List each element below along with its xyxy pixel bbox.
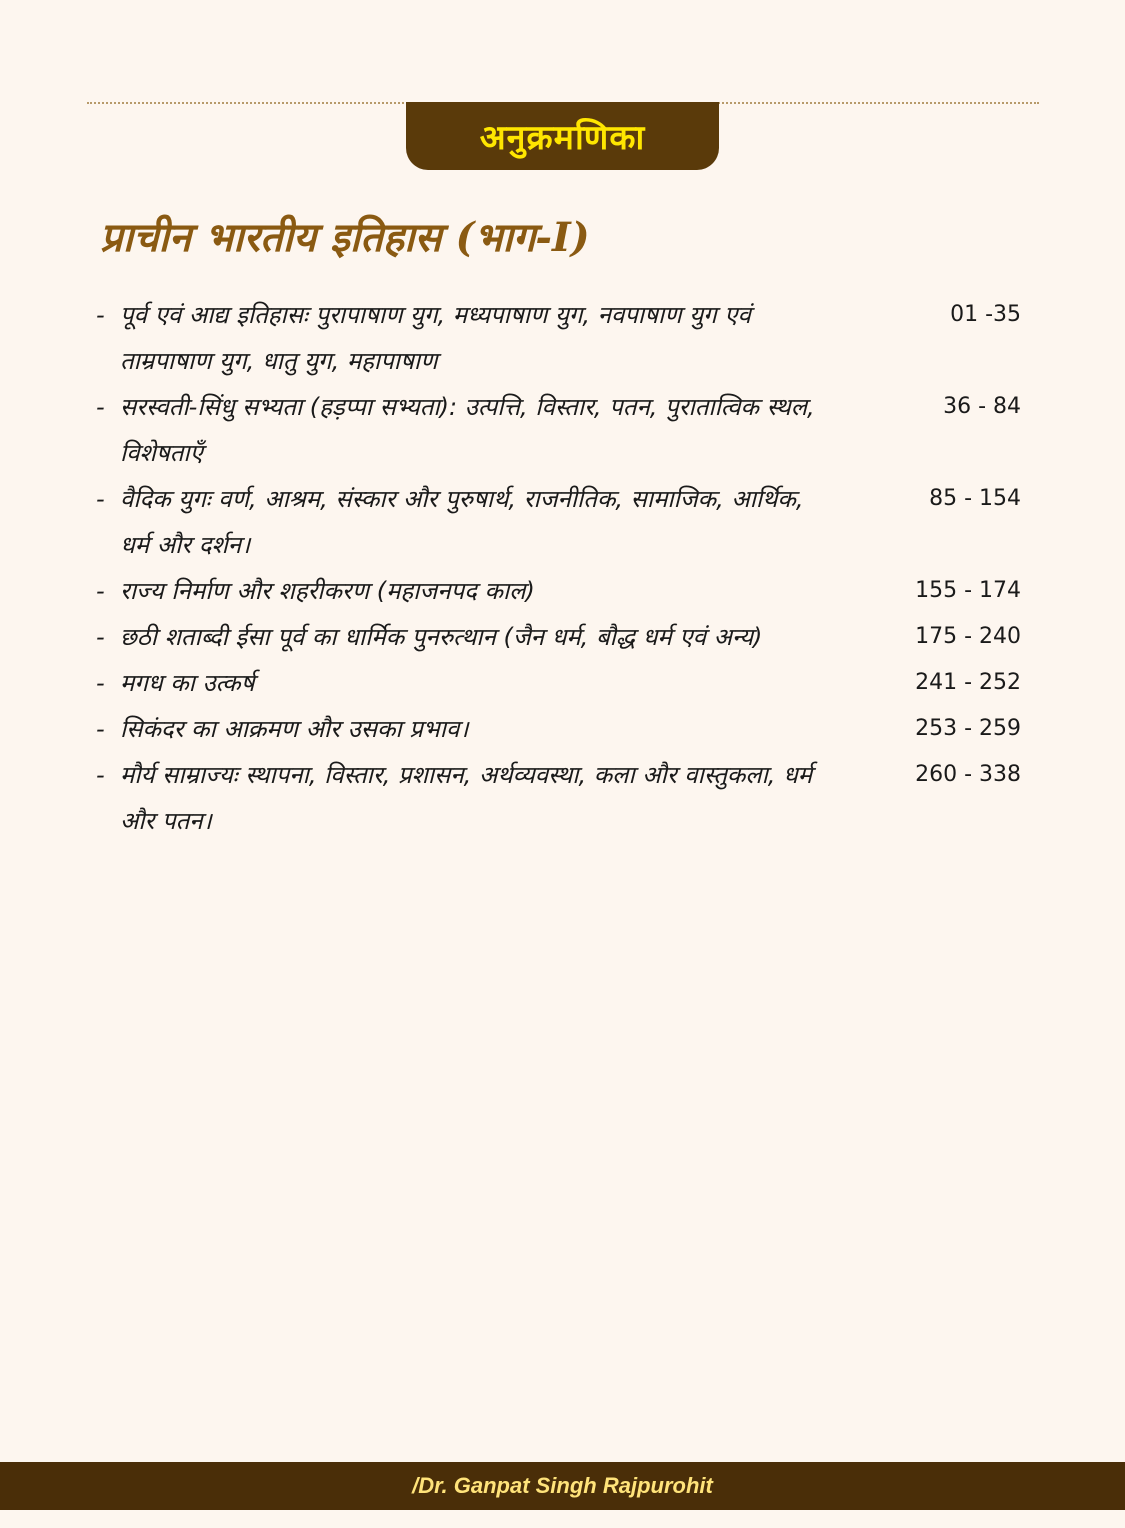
toc-entry-pages: 260 - 338 [915, 762, 1021, 787]
footer-author: /Dr. Ganpat Singh Rajpurohit [412, 1473, 713, 1498]
toc-entry [96, 614, 1021, 660]
toc-entry-text: वैदिक युगः वर्ण, आश्रम, संस्कार और पुरुषार्थ, राजनीतिक, सामाजिक, आर्थिक, धर्म और दर्शन। [120, 485, 804, 559]
toc-entry-pages: 36 - 84 [943, 394, 1021, 419]
toc-entry [96, 568, 1021, 614]
toc-entry [96, 752, 1021, 844]
toc-entry [96, 384, 1021, 476]
toc-entry [96, 660, 1021, 706]
list-bullet: - [96, 715, 105, 743]
toc-entry-pages: 85 - 154 [929, 486, 1021, 511]
toc-entry [96, 292, 1021, 384]
table-of-contents [96, 292, 1021, 844]
list-bullet: - [96, 393, 105, 421]
list-bullet: - [96, 623, 105, 651]
toc-entry [96, 476, 1021, 568]
toc-entry-text: पूर्व एवं आद्य इतिहासः पुरापाषाण युग, मध्यपाषाण युग, नवपाषाण युग एवं ताम्रपाषाण युग, धातु युग, महापाषाण [120, 301, 751, 375]
list-bullet: - [96, 669, 105, 697]
list-bullet: - [96, 761, 105, 789]
toc-entry-text: छठी शताब्दी ईसा पूर्व का धार्मिक पुनरुत्थान (जैन धर्म, बौद्ध धर्म एवं अन्य) [120, 623, 763, 651]
toc-entry-text: सिकंदर का आक्रमण और उसका प्रभाव। [120, 715, 469, 743]
list-bullet: - [96, 485, 105, 513]
toc-entry-pages: 241 - 252 [915, 670, 1021, 695]
toc-entry-text: मौर्य साम्राज्यः स्थापना, विस्तार, प्रशासन, अर्थव्यवस्था, कला और वास्तुकला, धर्म और पतन। [120, 761, 813, 835]
list-bullet: - [96, 577, 105, 605]
toc-entry-pages: 155 - 174 [915, 578, 1021, 603]
toc-entry-pages: 175 - 240 [915, 624, 1021, 649]
toc-entry-pages: 01 -35 [950, 302, 1021, 327]
toc-entry-pages: 253 - 259 [915, 716, 1021, 741]
index-header-title: अनुक्रमणिका [479, 118, 646, 158]
toc-entry-text: राज्य निर्माण और शहरीकरण (महाजनपद काल) [120, 577, 535, 605]
index-header-tab [406, 102, 719, 170]
section-title: प्राचीन भारतीय इतिहास (भाग-I) [100, 214, 590, 261]
toc-entry-text: मगध का उत्कर्ष [120, 669, 255, 697]
toc-entry-text: सरस्वती-सिंधु सभ्यता (हड़प्पा सभ्यता): उत्पत्ति, विस्तार, पतन, पुरातात्विक स्थल, विशेषताएँ [120, 393, 815, 467]
footer-bar [0, 1462, 1125, 1510]
list-bullet: - [96, 301, 105, 329]
toc-entry [96, 706, 1021, 752]
